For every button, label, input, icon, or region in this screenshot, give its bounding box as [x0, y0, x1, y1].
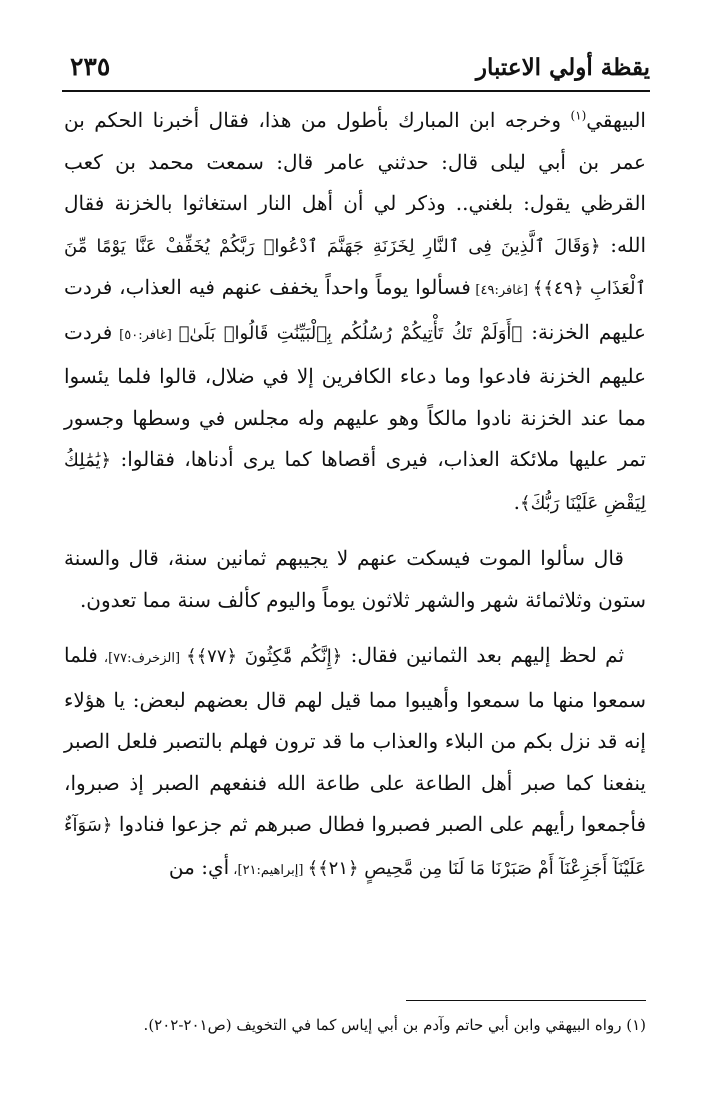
- footnote-mark: (١): [570, 108, 587, 123]
- paragraph-3: [64, 635, 646, 891]
- footnote: (١) رواه البيهقي وابن أبي حاتم وآدم بن أبي إياس كما في التخويف (ص٢٠١-٢٠٢).: [143, 1016, 646, 1034]
- footnote-divider: [406, 1000, 646, 1001]
- verse-reference: [غافر:٤٩]: [470, 283, 533, 298]
- text-run: فسألوا يوماً واحداً يخفف عنهم فيه العذاب، فردت عليهم الخزنة:: [64, 275, 646, 344]
- quran-verse: ﴿أَوَلَمْ تَكُ تَأْتِيكُمْ رُسُلُكُم بِٱلْبَيِّنَٰتِ قَالُوا۟ بَلَىٰ﴾: [178, 322, 523, 344]
- text-run: أي: من: [168, 854, 230, 879]
- text-run: قال سألوا الموت فيسكت عنهم لا يجيبهم ثمانين سنة، قال والسنة ستون وثلاثمائة شهر والشهر ثلاثون يوماً واليوم كألف سنة مما تعدون.: [64, 546, 646, 612]
- verse-reference: [الزخرف:٧٧]،: [97, 651, 187, 666]
- quran-verse: ﴿وَقَالَ ٱلَّذِينَ فِى ٱلنَّارِ لِخَزَنَةِ جَهَنَّمَ ٱدْعُوا۟ رَبَّكُمْ يُخَفِّفْ عَنَّا يَوْمًا مِّنَ ٱلْعَذَابِ ﴿٤٩﴾﴾: [64, 235, 646, 299]
- quran-verse: ﴿إِنَّكُم مَّٰكِثُونَ ﴿٧٧﴾﴾: [186, 646, 343, 667]
- text-run: فلما سمعوا منها ما سمعوا وأهيبوا مما قيل لهم قال بعضهم لبعض: يا هؤلاء إنه قد نزل بكم من البلاء والعذاب ما قد ترون فهلم بالتصبر فلعل الصبر ينفعنا كما صبر أهل الطاعة على طاعة الله فنفعهم الصبر إذ صبروا، فأجمعوا رأيهم على الصبر فصبروا فطال صبرهم ثم جزعوا فنادوا: [64, 643, 646, 836]
- quran-verse: ﴿يَٰمَٰلِكُ لِيَقْضِ عَلَيْنَا رَبُّكَ﴾: [64, 450, 646, 514]
- page-header: [62, 52, 650, 92]
- running-title: يقظة أولي الاعتبار: [475, 54, 650, 81]
- text-run: البيهقي: [586, 108, 646, 132]
- body-text: [64, 100, 646, 905]
- quran-verse: ﴿سَوَآءٌ عَلَيْنَآ أَجَزِعْنَآ أَمْ صَبَرْنَا مَا لَنَا مِن مَّحِيصٍ ﴿٢١﴾﴾: [64, 815, 646, 879]
- text-run: ثم لحظ إليهم بعد الثمانين فقال:: [342, 643, 625, 667]
- paragraph-2: [64, 538, 646, 621]
- verse-reference: [إبراهيم:٢١]،: [229, 862, 308, 878]
- text-run: وخرجه ابن المبارك بأطول من هذا، فقال أخبرنا الحكم بن عمر بن أبي ليلى قال: حدثني عامر قال: سمعت محمد بن كعب القرظي يقول: بلغني.. وذكر لي أن أهل النار استغاثوا بالخزنة فقال الله:: [64, 108, 646, 257]
- page-number: ٢٣٥: [70, 52, 111, 81]
- text-run: .: [513, 489, 521, 514]
- paragraph-1: [64, 100, 646, 524]
- verse-reference: [غافر:٥٠]: [112, 327, 179, 343]
- text-run: فردت عليهم الخزنة فادعوا وما دعاء الكافرين إلا في ضلال، قالوا فلما يئسوا مما عند الخزنة نادوا مالكاً وهو عليهم وله مجلس في وسطها وجسور تمر عليها ملائكة العذاب، فيرى أقصاها كما يرى أدناها، فقالوا:: [64, 319, 646, 471]
